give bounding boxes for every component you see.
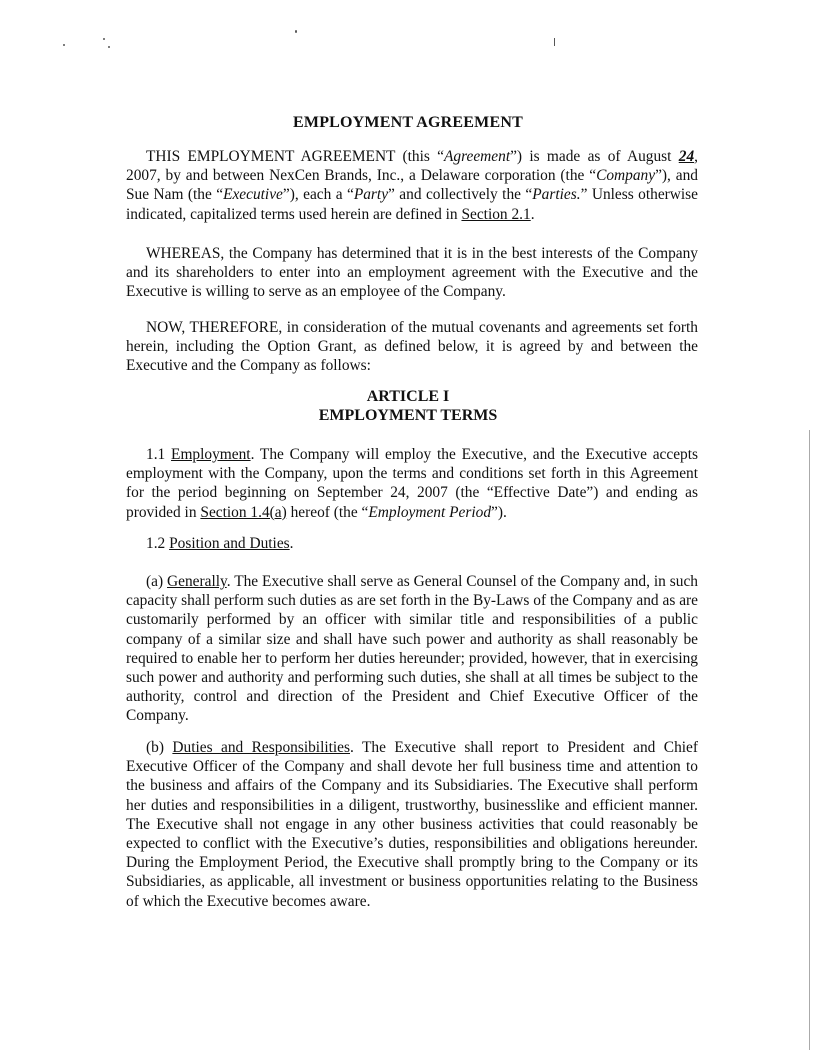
subsection-heading: Duties and Responsibilities [172,739,350,756]
section-reference: Section 1.4(a) [200,503,287,521]
section-heading: Employment [171,446,251,463]
section-heading: Position and Duties [169,535,290,552]
defined-term-company: Company [596,167,656,185]
subsection-heading: Generally [167,573,227,590]
section-reference: Section 2.1 [461,205,531,223]
section-number: 1.2 [146,535,170,552]
section-text: . The Company will employ the Executive, and the Executive accepts employment with the Company, upon the terms and conditions set forth in this Agreement for the period beginning on September 24, 2007 (the “Effective Date”) and ending as provided in [126,446,698,521]
scan-edge-line [809,430,810,1050]
intro-text: THIS EMPLOYMENT AGREEMENT (this “ [146,148,444,165]
scan-speck [103,38,105,40]
subsection-text: . The Executive shall serve as General Counsel of the Company and, in such capacity shall perform such duties as are set forth in the By-Laws of the Company and as are customarily performed by an officer with similar title and responsibilities of a public company of a similar size and shall have such power and authority as shall reasonably be required to enable her to perform her duties hereunder; provided, however, that in exercising such power and authority and performing such duties, she shall at all times be subject to the authority, control and direction of the President and Chief Executive Officer of the Company. [126,573,698,725]
subsection-number: (b) [146,739,173,756]
section-number: 1.1 [146,446,172,463]
now-therefore-paragraph [126,318,698,376]
section-1-2 [126,534,698,553]
scan-speck [554,38,555,46]
scan-speck [295,30,297,33]
whereas-text: WHEREAS, the Company has determined that it is in the best interests of the Company and its shareholders to enter into an employment agreement with the Executive and the Executive is willing to serve as an employee of the Company. [126,245,698,301]
intro-text: . [530,205,535,223]
scan-speck [108,46,110,48]
defined-term-employment-period: Employment Period [368,503,492,521]
subsection-text: . The Executive shall report to President and Chief Executive Officer of the Company and shall devote her full business time and attention to the business and affairs of the Company and its Subsidiaries. The Executive shall perform her duties and responsibilities in a diligent, trustworthy, businesslike and efficient manner. The Executive shall not engage in any other business activities that could reasonably be expected to conflict with the Executive’s duties, responsibilities and obligations hereunder. During the Employment Period, the Executive shall promptly bring to the Company or its Subsidiaries, as applicable, all investment or business opportunities relating to the Business of which the Executive becomes aware. [126,739,698,910]
intro-text: ”), and Sue Nam (the “ [126,167,698,204]
intro-text: ” and collectively the “ [388,186,533,204]
intro-text: ” Unless otherwise indicated, capitalized terms used herein are defined in [126,186,698,223]
defined-term-executive: Executive [223,186,283,204]
subsection-b [126,738,698,911]
intro-text: , 2007, by and between NexCen Brands, Inc., a Delaware corporation (the “ [126,148,698,185]
now-therefore-text: NOW, THEREFORE, in consideration of the mutual covenants and agreements set forth herein, including the Option Grant, as defined below, it is agreed by and between the Executive and the Company as follows: [126,319,698,375]
section-1-1 [126,445,698,522]
handwritten-day: 24 [678,148,695,165]
defined-term-agreement: Agreement [444,148,511,165]
whereas-paragraph [126,244,698,302]
defined-term-party: Party [353,186,389,204]
subsection-a [126,572,698,726]
section-text: hereof (the “ [286,503,369,521]
subsection-number: (a) [146,573,168,590]
section-text: . [289,535,294,552]
intro-text: ”) is made as of August [510,148,679,165]
article-number: ARTICLE I [366,388,450,405]
intro-paragraph [126,147,698,224]
document-title: EMPLOYMENT AGREEMENT [293,114,523,131]
intro-text: ”), each a “ [282,186,354,204]
article-name: EMPLOYMENT TERMS [318,407,498,424]
section-text: ”). [491,503,507,521]
defined-term-parties: Parties. [532,186,581,204]
scan-speck [63,44,65,46]
